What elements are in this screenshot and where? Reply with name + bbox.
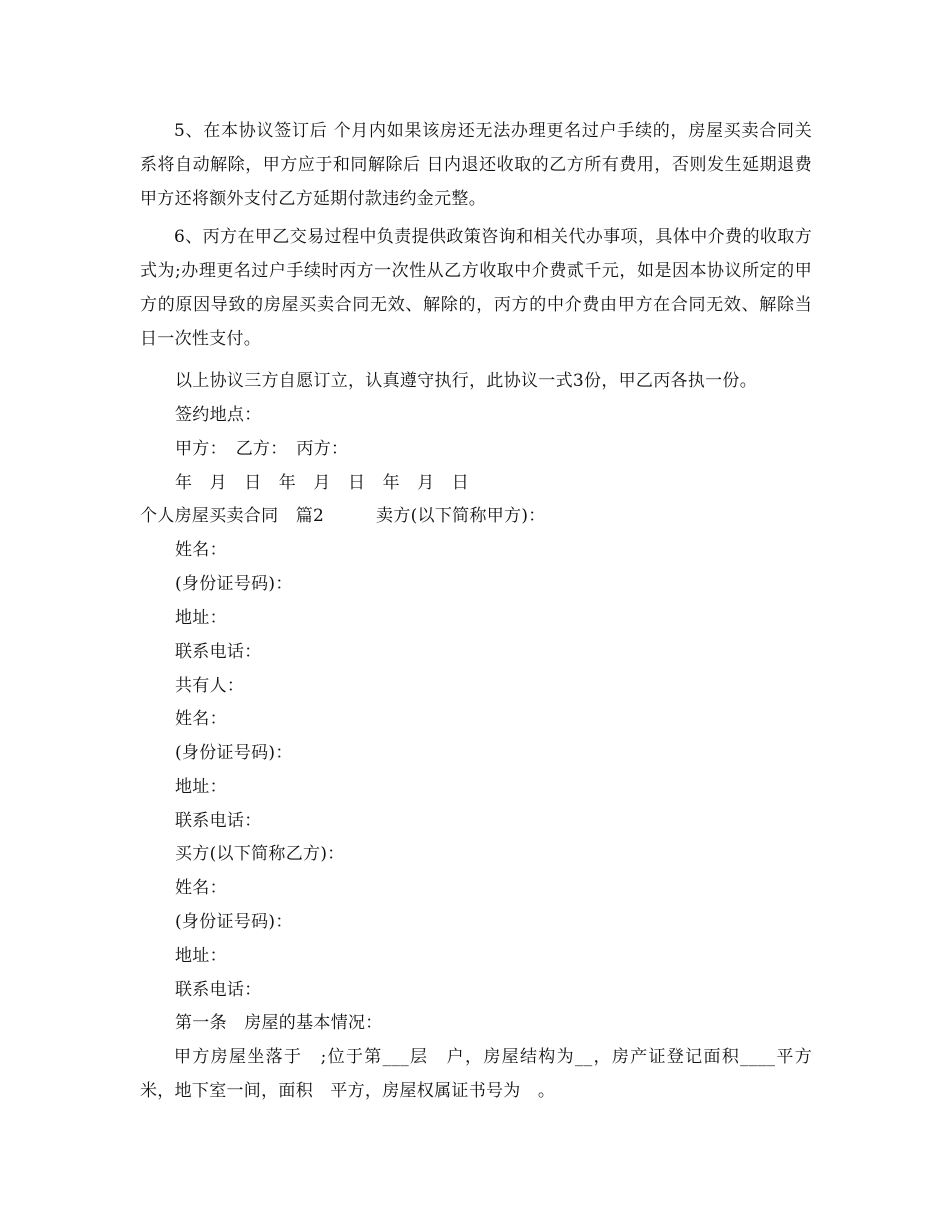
buyer-id-label: (身份证号码)： (175, 912, 293, 932)
signature-dates-line: 年 月 日 年 月 日 年 月 日 (175, 473, 470, 493)
article-1-heading: 第一条 房屋的基本情况： (175, 1013, 383, 1033)
co-owner-phone-label: 联系电话： (175, 811, 262, 831)
buyer-phone-label: 联系电话： (175, 980, 262, 1000)
article-1-body: 甲方房屋坐落于 ;位于第___层 户，房屋结构为__，房产证登记面积____平方米，地下室一间，面积 平方，房屋权属证书号为 。 (140, 1047, 812, 1101)
clause-5-paragraph: 5、在本协议签订后 个月内如果该房还无法办理更名过户手续的，房屋买卖合同关系将自动解除，甲方应于和同解除后 日内退还收取的乙方所有费用，否则发生延期退费甲方还将额外支付乙方延期付款违约金元整。 (140, 121, 812, 209)
buyer-address-label: 地址： (175, 946, 227, 966)
buyer-heading: 买方(以下简称乙方)： (175, 844, 345, 864)
co-owner-label: 共有人： (175, 676, 245, 696)
co-owner-id-label: (身份证号码)： (175, 743, 293, 763)
co-owner-name-label: 姓名： (175, 709, 227, 729)
parties-signature-line: 甲方： 乙方： 丙方： (175, 439, 349, 459)
contract-2-title: 个人房屋买卖合同 篇2 卖方(以下简称甲方)： (140, 506, 546, 526)
buyer-name-label: 姓名： (175, 878, 227, 898)
agreement-statement: 以上协议三方自愿订立，认真遵守执行，此协议一式3份，甲乙丙各执一份。 (175, 371, 758, 391)
signing-place-label: 签约地点： (175, 405, 262, 425)
clause-6-paragraph: 6、丙方在甲乙交易过程中负责提供政策咨询和相关代办事项，具体中介费的收取方式为;办理更名过户手续时丙方一次性从乙方收取中介费贰千元，如是因本协议所定的甲方的原因导致的房屋买卖合同无效、解除的，丙方的中介费由甲方在合同无效、解除当日一次性支付。 (140, 227, 812, 349)
seller-address-label: 地址： (175, 608, 227, 628)
seller-name-label: 姓名： (175, 540, 227, 560)
co-owner-address-label: 地址： (175, 777, 227, 797)
seller-id-label: (身份证号码)： (175, 574, 293, 594)
seller-phone-label: 联系电话： (175, 642, 262, 662)
